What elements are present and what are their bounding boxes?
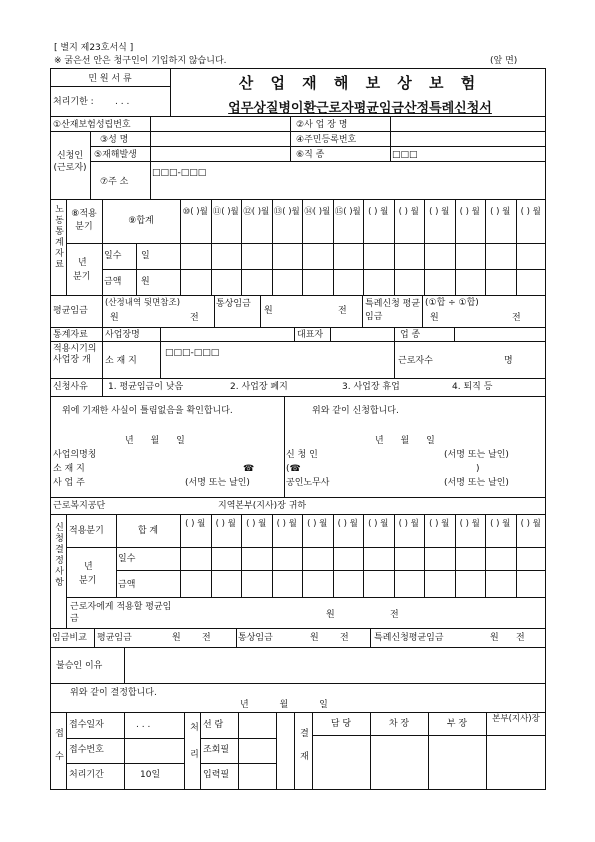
review-month-header: ( ) 월 <box>459 519 480 529</box>
review-month-header: ( ) 월 <box>307 519 328 529</box>
applicant-sign[interactable]: (서명 또는 날인) <box>444 450 509 460</box>
phone-icon: ☎ <box>243 464 255 474</box>
review-month-header: ( ) 월 <box>185 519 206 529</box>
receipt-date-label: 접수일자 <box>69 720 104 730</box>
review-month-header: ( ) 월 <box>368 519 389 529</box>
compare-label: 임금비교 <box>52 633 87 643</box>
stats-month-header: ⑫( )월 <box>243 207 270 217</box>
job-label: ⑥직 종 <box>296 150 325 160</box>
reason-item-3[interactable]: 3. 사업장 휴업 <box>342 382 400 392</box>
rrn-label: ④주민등록번호 <box>296 135 357 145</box>
stats-total-label: ⑨합계 <box>128 216 154 226</box>
role-manager: 부 장 <box>446 719 468 729</box>
stats-month-header: ⑩( )월 <box>182 207 208 217</box>
role-deputy: 차 장 <box>388 719 410 729</box>
reason-item-1[interactable]: 1. 평균임금이 낮음 <box>108 382 184 392</box>
labor-attorney-label: 공인노무사 <box>286 478 330 488</box>
review-won: 원 <box>326 610 335 620</box>
agency-name: 근로복지공단 <box>53 501 106 511</box>
stats-days-label: 일수 <box>104 251 122 261</box>
review-month-header: ( ) 월 <box>337 519 358 529</box>
special-wage-label: 특례신청 평균임금 <box>365 299 421 322</box>
stats-year-label: 년 <box>78 258 87 268</box>
owner-addr-label: 소 재 지 <box>53 464 85 474</box>
title-line-2: 업무상질병이환근로자평균임금산정특례신청서 <box>228 101 492 116</box>
ordinary-wage-label: 통상임금 <box>216 299 251 309</box>
review-jeon: 전 <box>390 610 399 620</box>
review-target-label: 근로자에게 적용할 평균임금 <box>70 602 172 624</box>
compare-avg-label: 평균임금 <box>97 633 132 643</box>
applicant-label: 신 청 인 <box>286 450 318 460</box>
ceo-label: 대표자 <box>297 330 324 340</box>
workers-unit: 명 <box>504 356 513 366</box>
reason-label: 신청사유 <box>53 382 88 392</box>
job-code-boxes[interactable]: □□□ <box>392 150 418 160</box>
compare-avg-jeon: 전 <box>202 633 211 643</box>
stats-month-header: ( ) 월 <box>459 207 480 217</box>
stats-month-header: ⑭( )월 <box>304 207 331 217</box>
owner-sign[interactable]: (서명 또는 날인) <box>185 478 250 488</box>
civil-doc-label: 민 원 서 류 <box>88 74 132 84</box>
industry-label: 업 종 <box>400 330 421 340</box>
compare-avg-won: 원 <box>172 633 181 643</box>
review-month-header: ( ) 월 <box>276 519 297 529</box>
review-month-header: ( ) 월 <box>215 519 236 529</box>
avg-wage-note: (산정내역 뒷면참조) <box>105 298 181 308</box>
compare-special-jeon: 전 <box>516 633 525 643</box>
stats-quarter-unit: 분기 <box>73 272 91 282</box>
location-label: 소 재 지 <box>105 356 137 366</box>
form-number: [ 별지 제23호서식 ] <box>54 43 134 53</box>
employ-label: 적용시기의 사업장 개 <box>53 344 97 365</box>
owner-biz-name-label: 사업의명칭 <box>53 450 97 460</box>
location-zip-boxes[interactable]: □□□-□□□ <box>165 348 220 358</box>
stats-won-unit: 원 <box>141 277 150 287</box>
review-month-header: ( ) 월 <box>429 519 450 529</box>
approve-label: 결재 <box>298 728 308 774</box>
stats-month-header: ⑮( )월 <box>334 207 361 217</box>
compare-special-label: 특례신청평균임금 <box>374 633 444 643</box>
review-group-label: 신청결정사항 <box>53 522 63 588</box>
applicant-phone-close: ) <box>476 464 480 474</box>
biz-name-label: ②사 업 장 명 <box>296 120 348 130</box>
confirm-left-text: 위에 기재한 사실이 틀림없음을 확인합니다. <box>62 406 233 416</box>
review-total-label: 합 계 <box>137 526 159 536</box>
view-label: 선 람 <box>203 720 224 730</box>
role-staff: 담 당 <box>330 719 352 729</box>
address-label: ⑦주 소 <box>100 177 129 187</box>
review-month-header: ( ) 월 <box>246 519 267 529</box>
review-quarter-label: 적용분기 <box>69 526 104 536</box>
avg-wage-label: 평균임금 <box>53 306 88 316</box>
ordinary-wage-jeon: 전 <box>338 306 347 316</box>
input-label: 입력필 <box>203 770 230 780</box>
labor-attorney-sign[interactable]: (서명 또는 날인) <box>444 478 509 488</box>
receipt-group-label: 접수 <box>53 728 63 774</box>
special-wage-jeon: 전 <box>512 313 521 323</box>
zip-boxes[interactable]: □□□-□□□ <box>152 168 207 178</box>
review-month-header: ( ) 월 <box>490 519 511 529</box>
receipt-period-value: 10일 <box>140 770 161 780</box>
role-head: 본부(지사)장 <box>492 714 540 724</box>
compare-ordinary-jeon: 전 <box>340 633 349 643</box>
stats-month-header: ( ) 월 <box>520 207 541 217</box>
name-label: ③성 명 <box>100 135 129 145</box>
page-side: (앞 면) <box>490 56 518 66</box>
reason-item-2[interactable]: 2. 사업장 폐지 <box>230 382 288 392</box>
applicant-phone: (☎ <box>286 464 301 474</box>
stats-month-header: ( ) 월 <box>429 207 450 217</box>
decision-date[interactable]: 년 월 일 <box>240 700 328 710</box>
compare-ordinary-label: 통상임금 <box>238 633 273 643</box>
confirm-left-date[interactable]: 년 월 일 <box>125 436 185 446</box>
stats-month-header: ( ) 월 <box>368 207 389 217</box>
agency-branch: 지역본부(지사)장 귀하 <box>218 501 307 511</box>
applicant-group-label: 신청인 (근로자) <box>53 151 87 173</box>
confirm-right-text: 위와 같이 신청합니다. <box>312 406 399 416</box>
reason-item-4[interactable]: 4. 퇴직 등 <box>452 382 493 392</box>
stats-group-label: 노동통계자료 <box>53 204 63 270</box>
stats-amount-label: 금액 <box>104 277 122 287</box>
stats-month-header: ( ) 월 <box>490 207 511 217</box>
stat-data-label: 통계자료 <box>53 330 88 340</box>
compare-ordinary-won: 원 <box>310 633 319 643</box>
compare-special-won: 원 <box>490 633 499 643</box>
avg-wage-won: 원 <box>110 313 119 323</box>
stats-quarter-label: ⑧적용 분기 <box>71 209 97 232</box>
review-year-label: 년 <box>84 562 93 572</box>
biz-no-label: ①산재보험성립번호 <box>53 120 131 130</box>
stats-month-header: ( ) 월 <box>398 207 419 217</box>
stats-month-header: ⑬( )월 <box>273 207 300 217</box>
form-note: ※ 굵은선 안은 청구인이 기입하지 않습니다. <box>54 56 227 66</box>
workers-label: 근로자수 <box>398 356 433 366</box>
biz-name-label-2: 사업장명 <box>105 330 140 340</box>
review-month-header: ( ) 월 <box>520 519 541 529</box>
confirm-right-date[interactable]: 년 월 일 <box>375 436 435 446</box>
review-amount-label: 금액 <box>118 580 136 590</box>
receipt-no-label: 접수번호 <box>69 745 104 755</box>
review-days-label: 일수 <box>118 554 136 564</box>
decision-text: 위와 같이 결정합니다. <box>70 688 157 698</box>
review-quarter-unit: 분기 <box>79 576 97 586</box>
reject-label: 불승인 이유 <box>56 661 103 671</box>
review-month-header: ( ) 월 <box>398 519 419 529</box>
special-wage-won: 원 <box>430 313 439 323</box>
receipt-period-label: 처리기간 <box>69 770 104 780</box>
onset-label: ⑤재해발생 <box>94 150 137 160</box>
deadline-value[interactable]: . . . <box>115 97 130 107</box>
stats-month-header: ⑪( )월 <box>212 207 239 217</box>
owner-label: 사 업 주 <box>53 478 85 488</box>
deadline-label: 처리기한 : <box>53 97 94 107</box>
receipt-date-value[interactable]: . . . <box>136 720 151 730</box>
title-line-1: 산 업 재 해 보 상 보 험 <box>238 74 482 92</box>
avg-wage-jeon: 전 <box>190 313 199 323</box>
special-wage-formula: (①합 ÷ ①합) <box>425 298 479 308</box>
stats-day-unit: 일 <box>141 251 150 261</box>
check-label: 조회필 <box>203 745 230 755</box>
process-label: 처리 <box>188 722 198 776</box>
ordinary-wage-won: 원 <box>264 306 273 316</box>
